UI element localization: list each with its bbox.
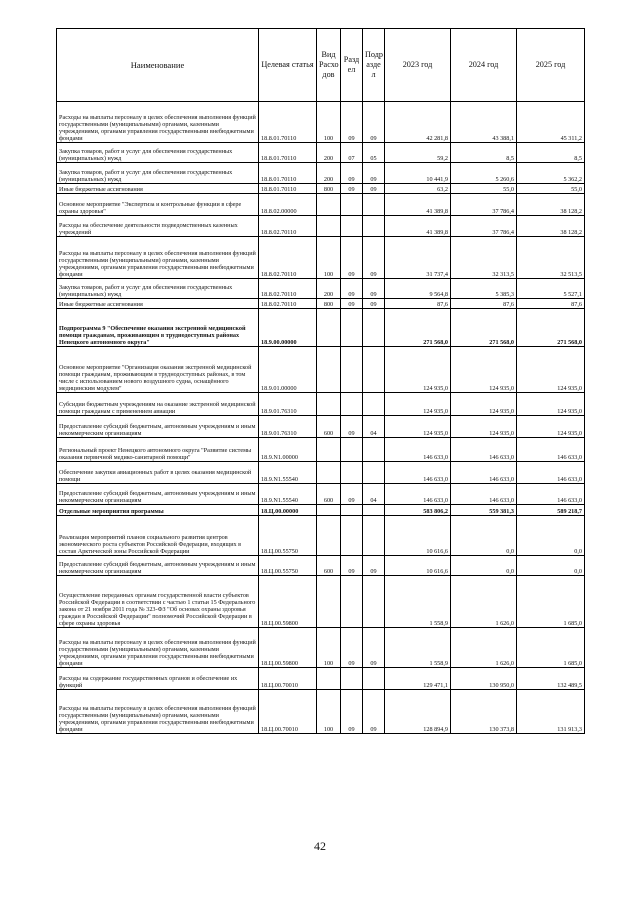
row-razdel: 09 [341, 690, 363, 734]
row-podrazdel [363, 393, 385, 416]
row-vid [317, 216, 341, 237]
row-2025: 38 128,2 [517, 216, 585, 237]
table-row [57, 347, 585, 393]
row-2025: 271 568,0 [517, 309, 585, 347]
row-name: Иные бюджетные ассигнования [57, 184, 259, 194]
row-2025: 87,6 [517, 299, 585, 309]
row-name: Подпрограмма 9 "Обеспечение оказания экстренной медицинской помощи гражданам, проживающим в труднодоступных районах Ненецкого автономного округа" [57, 309, 259, 347]
budget-table [56, 28, 585, 734]
table-row [57, 462, 585, 484]
row-2024: 130 950,0 [451, 668, 517, 690]
row-target: 18.8.02.70110 [259, 237, 317, 279]
row-podrazdel: 09 [363, 556, 385, 576]
row-2023: 42 281,8 [385, 102, 451, 143]
row-target: 18.9.01.76310 [259, 393, 317, 416]
row-vid: 200 [317, 279, 341, 299]
row-2025: 1 685,0 [517, 628, 585, 668]
row-2024: 5 260,6 [451, 163, 517, 184]
row-name: Расходы на обеспечение деятельности подведомственных казенных учреждений [57, 216, 259, 237]
header-razdel: Разд ел [341, 29, 363, 102]
row-2024: 43 388,1 [451, 102, 517, 143]
row-name: Предоставление субсидий бюджетным, автономным учреждениям и иным некоммерческим организациям [57, 416, 259, 438]
table-row [57, 237, 585, 279]
row-2023: 87,6 [385, 299, 451, 309]
row-podrazdel: 09 [363, 628, 385, 668]
row-2023: 129 471,1 [385, 668, 451, 690]
row-vid [317, 505, 341, 516]
row-name: Расходы на выплаты персоналу в целях обеспечения выполнения функций государственными (муниципальными) органами, казенными учреждениями, органами управления государственными внебюджетными фондами [57, 628, 259, 668]
row-2023: 271 568,0 [385, 309, 451, 347]
row-2025: 124 935,0 [517, 416, 585, 438]
table-row [57, 279, 585, 299]
row-2024: 559 381,3 [451, 505, 517, 516]
header-2025: 2025 год [517, 29, 585, 102]
row-razdel: 09 [341, 484, 363, 505]
row-target: 18.Ц.00.59800 [259, 576, 317, 628]
row-podrazdel: 05 [363, 143, 385, 163]
row-target: 18.8.01.70110 [259, 102, 317, 143]
row-2024: 5 385,3 [451, 279, 517, 299]
row-razdel: 09 [341, 163, 363, 184]
row-podrazdel [363, 462, 385, 484]
row-2025: 146 633,0 [517, 484, 585, 505]
row-name: Закупка товаров, работ и услуг для обеспечения государственных (муниципальных) нужд [57, 163, 259, 184]
row-target: 18.Ц.00.55750 [259, 516, 317, 556]
row-name: Отдельные мероприятия программы [57, 505, 259, 516]
row-2024: 0,0 [451, 516, 517, 556]
row-target: 18.9.N1.00000 [259, 438, 317, 462]
row-podrazdel: 09 [363, 299, 385, 309]
table-row [57, 216, 585, 237]
row-name: Основное мероприятие "Экспертиза и контрольные функции в сфере охраны здоровья" [57, 194, 259, 216]
row-name: Закупка товаров, работ и услуг для обеспечения государственных (муниципальных) нужд [57, 279, 259, 299]
row-target: 18.8.02.70110 [259, 279, 317, 299]
row-podrazdel [363, 505, 385, 516]
row-razdel [341, 393, 363, 416]
row-razdel [341, 347, 363, 393]
table-row [57, 184, 585, 194]
row-2023: 1 558,9 [385, 576, 451, 628]
row-razdel [341, 194, 363, 216]
row-name: Расходы на содержание государственных органов и обеспечение их функций [57, 668, 259, 690]
row-2024: 124 935,0 [451, 347, 517, 393]
row-2024: 32 313,5 [451, 237, 517, 279]
header-podrazdel: Подр азде л [363, 29, 385, 102]
table-row [57, 628, 585, 668]
row-razdel: 09 [341, 184, 363, 194]
row-target: 18.8.01.70110 [259, 143, 317, 163]
row-podrazdel: 09 [363, 690, 385, 734]
row-razdel: 09 [341, 102, 363, 143]
row-vid [317, 438, 341, 462]
row-2025: 45 311,2 [517, 102, 585, 143]
row-vid [317, 393, 341, 416]
row-target: 18.9.00.00000 [259, 309, 317, 347]
row-2024: 124 935,0 [451, 416, 517, 438]
row-vid: 200 [317, 143, 341, 163]
row-name: Расходы на выплаты персоналу в целях обеспечения выполнения функций государственными (муниципальными) органами, казенными учреждениями, органами управления государственными внебюджетными фондами [57, 690, 259, 734]
row-2024: 124 935,0 [451, 393, 517, 416]
row-razdel: 09 [341, 416, 363, 438]
row-razdel: 09 [341, 556, 363, 576]
row-razdel [341, 438, 363, 462]
table-row [57, 299, 585, 309]
row-target: 18.9.01.76310 [259, 416, 317, 438]
row-vid: 100 [317, 102, 341, 143]
row-2025: 1 685,0 [517, 576, 585, 628]
row-vid [317, 576, 341, 628]
row-target: 18.8.02.70110 [259, 299, 317, 309]
row-2025: 146 633,0 [517, 462, 585, 484]
table-row [57, 556, 585, 576]
row-2025: 8,5 [517, 143, 585, 163]
row-target: 18.8.02.70110 [259, 216, 317, 237]
row-razdel: 09 [341, 279, 363, 299]
row-2024: 55,0 [451, 184, 517, 194]
row-podrazdel: 04 [363, 416, 385, 438]
table-row [57, 163, 585, 184]
row-podrazdel: 09 [363, 184, 385, 194]
row-target: 18.Ц.00.00000 [259, 505, 317, 516]
header-target: Целевая статья [259, 29, 317, 102]
row-2025: 131 913,3 [517, 690, 585, 734]
table-row [57, 194, 585, 216]
row-vid: 100 [317, 628, 341, 668]
row-podrazdel: 09 [363, 102, 385, 143]
table-header-row [57, 29, 585, 102]
row-razdel [341, 516, 363, 556]
row-vid: 200 [317, 163, 341, 184]
row-2024: 37 786,4 [451, 216, 517, 237]
row-vid [317, 668, 341, 690]
row-name: Реализация мероприятий планов социального развития центров экономического роста субъектов Российской Федерации, входящих в состав Арктической зоны Российской Федерации [57, 516, 259, 556]
row-2023: 124 935,0 [385, 416, 451, 438]
row-2024: 1 626,0 [451, 576, 517, 628]
row-2025: 0,0 [517, 556, 585, 576]
row-razdel [341, 505, 363, 516]
row-target: 18.9.01.00000 [259, 347, 317, 393]
row-podrazdel [363, 194, 385, 216]
row-vid [317, 194, 341, 216]
row-2024: 0,0 [451, 556, 517, 576]
table-row [57, 516, 585, 556]
row-name: Расходы на выплаты персоналу в целях обеспечения выполнения функций государственными (муниципальными) органами, казенными учреждениями, органами управления государственными внебюджетными фондами [57, 102, 259, 143]
row-2025: 55,0 [517, 184, 585, 194]
row-2023: 124 935,0 [385, 393, 451, 416]
table-body [57, 102, 585, 734]
row-2023: 1 558,9 [385, 628, 451, 668]
row-2025: 589 218,7 [517, 505, 585, 516]
row-target: 18.9.N1.55540 [259, 462, 317, 484]
row-2023: 146 633,0 [385, 462, 451, 484]
row-podrazdel [363, 516, 385, 556]
table-row [57, 102, 585, 143]
row-2023: 583 806,2 [385, 505, 451, 516]
row-2023: 10 616,6 [385, 516, 451, 556]
header-name: Наименование [57, 29, 259, 102]
row-razdel: 09 [341, 237, 363, 279]
row-2024: 8,5 [451, 143, 517, 163]
row-2023: 128 894,9 [385, 690, 451, 734]
row-2023: 146 633,0 [385, 438, 451, 462]
row-2024: 271 568,0 [451, 309, 517, 347]
row-vid: 600 [317, 556, 341, 576]
row-podrazdel: 04 [363, 484, 385, 505]
row-name: Иные бюджетные ассигнования [57, 299, 259, 309]
row-2025: 5 527,1 [517, 279, 585, 299]
row-razdel: 09 [341, 299, 363, 309]
row-2023: 146 633,0 [385, 484, 451, 505]
row-name: Субсидии бюджетным учреждениям на оказание экстренной медицинской помощи гражданам с применением авиации [57, 393, 259, 416]
row-2024: 1 626,0 [451, 628, 517, 668]
row-podrazdel [363, 347, 385, 393]
table-row [57, 309, 585, 347]
table-row [57, 438, 585, 462]
row-2025: 0,0 [517, 516, 585, 556]
row-target: 18.Ц.00.70010 [259, 690, 317, 734]
row-vid: 800 [317, 299, 341, 309]
row-podrazdel [363, 309, 385, 347]
row-target: 18.8.02.00000 [259, 194, 317, 216]
row-podrazdel: 09 [363, 237, 385, 279]
row-razdel [341, 309, 363, 347]
row-vid: 100 [317, 237, 341, 279]
row-2024: 130 373,8 [451, 690, 517, 734]
row-razdel [341, 668, 363, 690]
row-razdel [341, 216, 363, 237]
row-2024: 146 633,0 [451, 462, 517, 484]
table-row [57, 143, 585, 163]
row-podrazdel [363, 216, 385, 237]
page-number: 42 [314, 839, 326, 853]
table-row [57, 505, 585, 516]
row-2023: 63,2 [385, 184, 451, 194]
row-2023: 9 564,8 [385, 279, 451, 299]
row-vid [317, 347, 341, 393]
row-vid [317, 516, 341, 556]
table-row [57, 484, 585, 505]
row-name: Осуществление переданных органам государственной власти субъектов Российской Федерации в соответствии с частью 1 статьи 15 Федерального закона от 21 ноября 2011 года № 323-ФЗ "Об основах охраны здоровья граждан в Российской Федерации" полномочий Российской Федерации в сфере охраны здоровья [57, 576, 259, 628]
row-2025: 124 935,0 [517, 393, 585, 416]
row-2023: 31 737,4 [385, 237, 451, 279]
row-razdel [341, 462, 363, 484]
row-vid [317, 462, 341, 484]
table-row [57, 690, 585, 734]
row-vid: 600 [317, 416, 341, 438]
header-vid: Вид Расхо дов [317, 29, 341, 102]
row-name: Закупка товаров, работ и услуг для обеспечения государственных (муниципальных) нужд [57, 143, 259, 163]
row-2023: 10 441,9 [385, 163, 451, 184]
row-name: Обеспечение закупки авиационных работ в целях оказания медицинской помощи [57, 462, 259, 484]
row-2025: 5 362,2 [517, 163, 585, 184]
row-vid [317, 309, 341, 347]
row-name: Предоставление субсидий бюджетным, автономным учреждениям и иным некоммерческим организациям [57, 484, 259, 505]
row-podrazdel [363, 576, 385, 628]
row-2024: 37 786,4 [451, 194, 517, 216]
row-razdel [341, 576, 363, 628]
row-2025: 146 633,0 [517, 438, 585, 462]
row-podrazdel [363, 668, 385, 690]
row-vid: 100 [317, 690, 341, 734]
row-name: Основное мероприятие "Организация оказания экстренной медицинской помощи гражданам, проживающим в труднодоступных районах, в том числе с использованием нового воздушного судна, оснащённого медицинским модулем" [57, 347, 259, 393]
row-podrazdel: 09 [363, 163, 385, 184]
row-target: 18.9.N1.55540 [259, 484, 317, 505]
row-name: Региональный проект Ненецкого автономного округа "Развитие системы оказания первичной медико-санитарной помощи" [57, 438, 259, 462]
row-2023: 41 389,8 [385, 216, 451, 237]
table-row [57, 393, 585, 416]
row-target: 18.8.01.70110 [259, 184, 317, 194]
row-2025: 124 935,0 [517, 347, 585, 393]
table-row [57, 576, 585, 628]
row-vid: 600 [317, 484, 341, 505]
row-target: 18.Ц.00.55750 [259, 556, 317, 576]
table-row [57, 668, 585, 690]
row-podrazdel: 09 [363, 279, 385, 299]
row-vid: 800 [317, 184, 341, 194]
row-target: 18.Ц.00.59800 [259, 628, 317, 668]
row-target: 18.8.01.70110 [259, 163, 317, 184]
row-name: Расходы на выплаты персоналу в целях обеспечения выполнения функций государственными (муниципальными) органами, казенными учреждениями, органами управления государственными внебюджетными фондами [57, 237, 259, 279]
row-2025: 32 513,5 [517, 237, 585, 279]
row-razdel: 07 [341, 143, 363, 163]
row-2023: 10 616,6 [385, 556, 451, 576]
row-razdel: 09 [341, 628, 363, 668]
row-2023: 41 389,8 [385, 194, 451, 216]
row-2025: 132 489,5 [517, 668, 585, 690]
table-row [57, 416, 585, 438]
row-2023: 124 935,0 [385, 347, 451, 393]
row-podrazdel [363, 438, 385, 462]
row-2024: 87,6 [451, 299, 517, 309]
row-2025: 38 128,2 [517, 194, 585, 216]
row-2023: 59,2 [385, 143, 451, 163]
row-2024: 146 633,0 [451, 484, 517, 505]
header-2023: 2023 год [385, 29, 451, 102]
header-2024: 2024 год [451, 29, 517, 102]
row-name: Предоставление субсидий бюджетным, автономным учреждениям и иным некоммерческим организациям [57, 556, 259, 576]
row-2024: 146 633,0 [451, 438, 517, 462]
row-target: 18.Ц.00.70010 [259, 668, 317, 690]
